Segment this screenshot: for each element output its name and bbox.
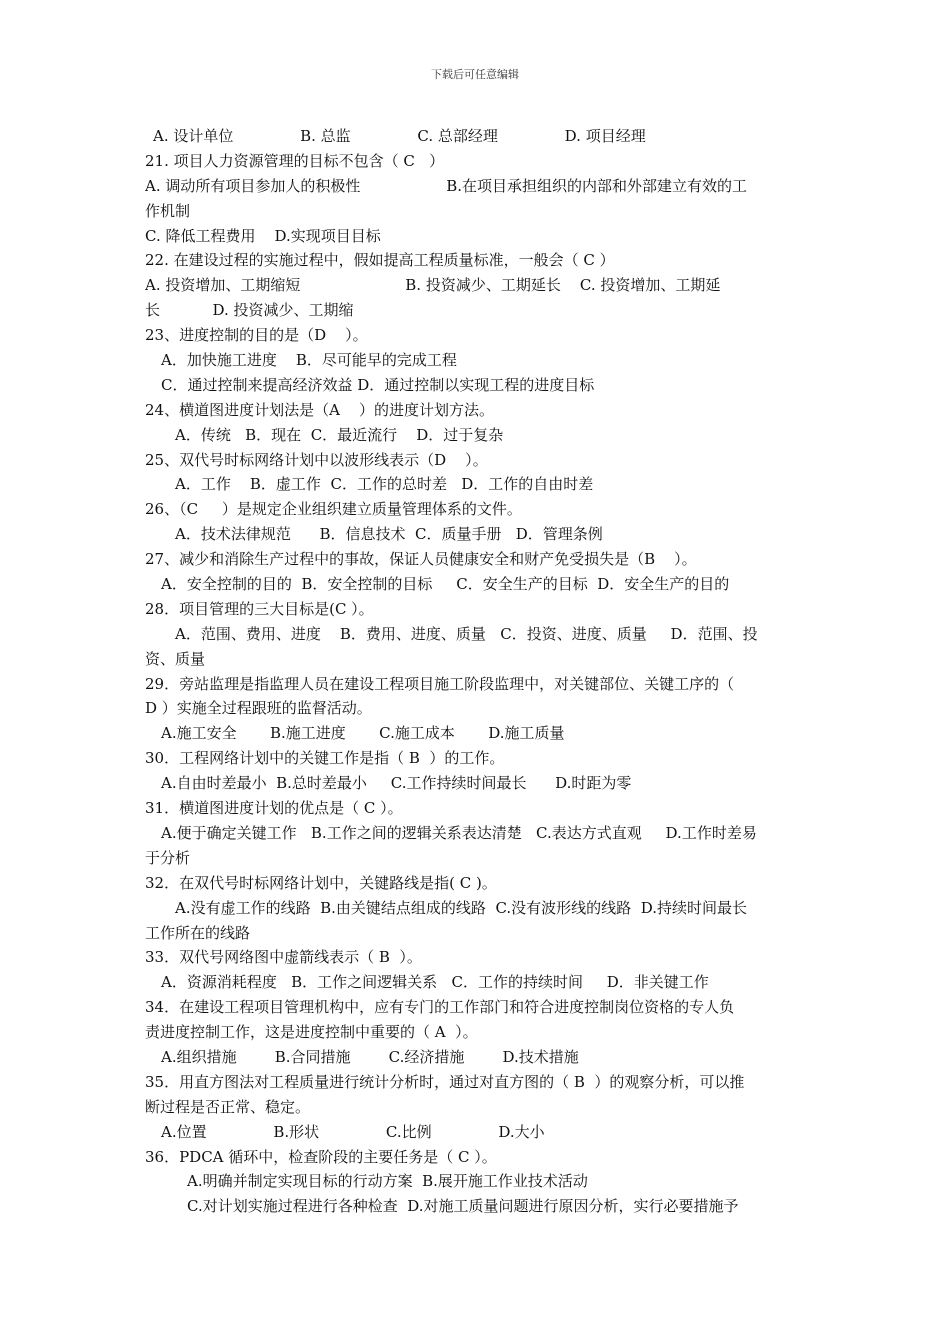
option-line: C.对计划实施过程进行各种检查 D.对施工质量问题进行原因分析，实行必要措施予 [187,1197,739,1216]
question-line-continued: D ）实施全过程跟班的监督活动。 [145,699,372,718]
question-line: 22. 在建设过程的实施过程中，假如提高工程质量标准，一般会（ C ） [145,251,615,270]
option-line: C．通过控制来提高经济效益 D．通过控制以实现工程的进度目标 [161,375,595,394]
option-line: A．范围、费用、进度 B．费用、进度、质量 C．投资、进度、质量 D．范围、投 [175,624,758,643]
option-line: A．技术法律规范 B．信息技术 C．质量手册 D．管理条例 [175,525,603,544]
option-line: A．安全控制的目的 B．安全控制的目标 C．安全生产的目标 D．安全生产的目的 [161,575,730,594]
option-line: A．资源消耗程度 B．工作之间逻辑关系 C．工作的持续时间 D．非关键工作 [161,973,709,992]
question-line: 31．横道图进度计划的优点是（ C ）。 [145,799,403,818]
option-line: A．工作 B．虚工作 C．工作的总时差 D．工作的自由时差 [175,475,594,494]
option-line-continued: 资、质量 [145,649,206,668]
option-line: A.自由时差最小 B.总时差最小 C.工作持续时间最长 D.时距为零 [161,774,632,793]
question-line: 34．在建设工程项目管理机构中，应有专门的工作部门和符合进度控制岗位资格的专人负 [145,998,735,1017]
question-line: 33．双代号网络图中虚箭线表示（ B ）。 [145,948,422,967]
option-line: A．传统 B．现在 C．最近流行 D．过于复杂 [175,425,504,444]
option-line: A.组织措施 B.合同措施 C.经济措施 D.技术措施 [161,1047,579,1066]
option-line-continued: 于分析 [145,848,191,867]
document-body [145,124,807,1219]
question-line: 35．用直方图法对工程质量进行统计分析时，通过对直方图的（ B ）的观察分析，可以推 [145,1072,745,1091]
option-line: A. 设计单位 B. 总监 C. 总部经理 D. 项目经理 [153,127,646,145]
question-line: 30．工程网络计划中的关键工作是指（ B ）的工作。 [145,749,505,768]
option-line-continued: 工作所在的线路 [145,923,251,942]
question-line: 27、减少和消除生产过程中的事故，保证人员健康安全和财产免受损失是（B ）。 [145,550,697,569]
question-line: 21. 项目人力资源管理的目标不包含（ C ） [145,151,445,170]
question-line: 25、双代号时标网络计划中以波形线表示（D ）。 [145,450,488,469]
option-line: A.明确并制定实现目标的行动方案 B.展开施工作业技术活动 [187,1172,588,1191]
option-line-continued: 作机制 [145,201,191,220]
question-line: 23、进度控制的目的是（D ）。 [145,326,368,345]
question-line: 32．在双代号时标网络计划中，关键路线是指( C )。 [145,873,497,892]
question-line-continued: 断过程是否正常、稳定。 [145,1097,311,1116]
option-line: A.位置 B.形状 C.比例 D.大小 [161,1122,545,1141]
question-line: 36．PDCA 循环中，检查阶段的主要任务是（ C ）。 [145,1147,497,1166]
option-line: A.没有虚工作的线路 B.由关键结点组成的线路 C.没有波形线的线路 D.持续时间最长 [175,898,747,917]
option-line: C. 降低工程费用 D.实现项目目标 [145,226,381,245]
option-line: A. 调动所有项目参加人的积极性 B.在项目承担组织的内部和外部建立有效的工 [145,176,747,195]
question-line: 24、横道图进度计划法是（A ）的进度计划方法。 [145,400,494,419]
page-header-note: 下载后可任意编辑 [431,68,519,81]
question-line: 26、（C ）是规定企业组织建立质量管理体系的文件。 [145,500,522,519]
question-line: 29．旁站监理是指监理人员在建设工程项目施工阶段监理中，对关键部位、关键工序的（ [145,674,735,693]
option-line: A. 投资增加、工期缩短 B. 投资减少、工期延长 C. 投资增加、工期延 [145,276,721,295]
option-line: A.施工安全 B.施工进度 C.施工成本 D.施工质量 [161,724,565,743]
option-line: A．加快施工进度 B．尽可能早的完成工程 [161,351,457,370]
option-line-continued: 长 D. 投资减少、工期缩 [145,301,354,320]
question-line-continued: 责进度控制工作，这是进度控制中重要的（ A ）。 [145,1023,478,1042]
question-line: 28．项目管理的三大目标是(C ）。 [145,599,374,618]
option-line: A.便于确定关键工作 B.工作之间的逻辑关系表达清楚 C.表达方式直观 D.工作时差易 [161,823,757,842]
